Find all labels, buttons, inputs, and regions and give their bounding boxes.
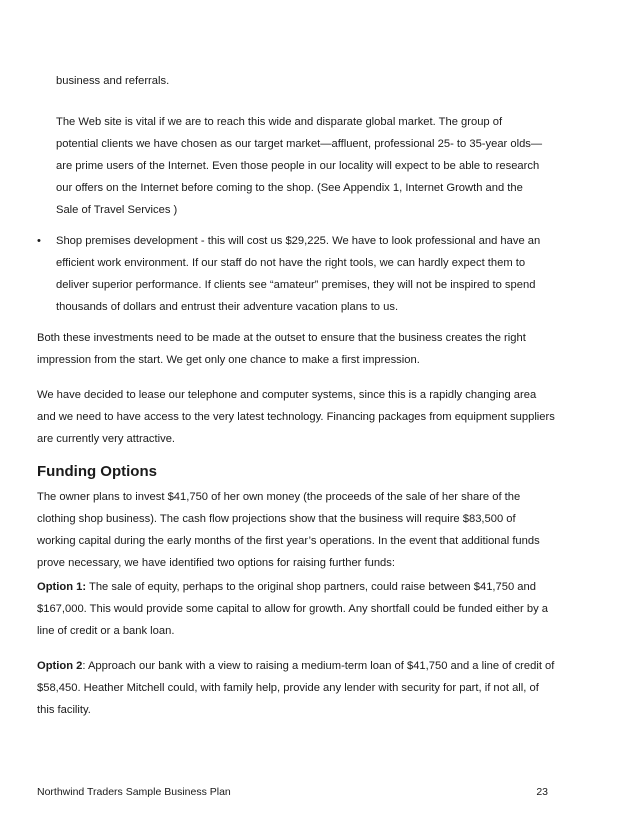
paragraph-website: The Web site is vital if we are to reach this wide and disparate global market. The group of potential clients we have chosen as our target market—affluent, professional 25- to 35-year olds—are prime users of the Internet. Even those people in our locality will expect to be able to research our offers on the Internet before coming to the shop. (See Appendix 1, Internet Growth and the Sale of Travel Services ) bbox=[56, 116, 543, 216]
option-2-text: : Approach our bank with a view to raising a medium-term loan of $41,750 and a line of credit of $58,450. Heather Mitchell could, with family help, provide any lender with security for part, if not all, of this facility. bbox=[37, 660, 555, 716]
bullet-text: Shop premises development - this will cost us $29,225. We have to look professional and have an efficient work environment. If our staff do not have the right tools, we can hardly expect them to deliver superior performance. If clients see “amateur” premises, they will not be inspired to spend thousands of dollars and entrust their adventure vacation plans to us. bbox=[56, 235, 541, 313]
page-number: 23 bbox=[536, 786, 548, 798]
section-heading-funding-options: Funding Options bbox=[37, 463, 157, 480]
paragraph-option-2 bbox=[37, 655, 557, 721]
option-2-label: Option 2 bbox=[37, 660, 83, 672]
option-1-text: The sale of equity, perhaps to the original shop partners, could raise between $41,750 and $167,000. This would provide some capital to allow for growth. Any shortfall could be funded either by a line of credit or a bank loan. bbox=[37, 581, 548, 637]
footer-title: Northwind Traders Sample Business Plan bbox=[37, 786, 231, 798]
bullet-icon: • bbox=[37, 235, 41, 247]
paragraph-lease: We have decided to lease our telephone and computer systems, since this is a rapidly changing area and we need to have access to the very latest technology. Financing packages from equipment suppliers are currently very attractive. bbox=[37, 389, 555, 445]
paragraph-referrals: business and referrals. bbox=[56, 75, 170, 87]
option-1-label: Option 1: bbox=[37, 581, 87, 593]
paragraph-owner-investment: The owner plans to invest $41,750 of her own money (the proceeds of the sale of her share of the clothing shop business). The cash flow projections show that the business will require $83,500 of working capital during the early months of the first year’s operations. In the event that additional funds prove necessary, we have identified two options for raising further funds: bbox=[37, 491, 540, 569]
bullet-item-shop-premises bbox=[37, 230, 557, 318]
page-footer bbox=[37, 786, 548, 798]
paragraph-option-1 bbox=[37, 576, 557, 642]
paragraph-investments: Both these investments need to be made at the outset to ensure that the business creates the right impression from the start. We get only one chance to make a first impression. bbox=[37, 332, 526, 366]
